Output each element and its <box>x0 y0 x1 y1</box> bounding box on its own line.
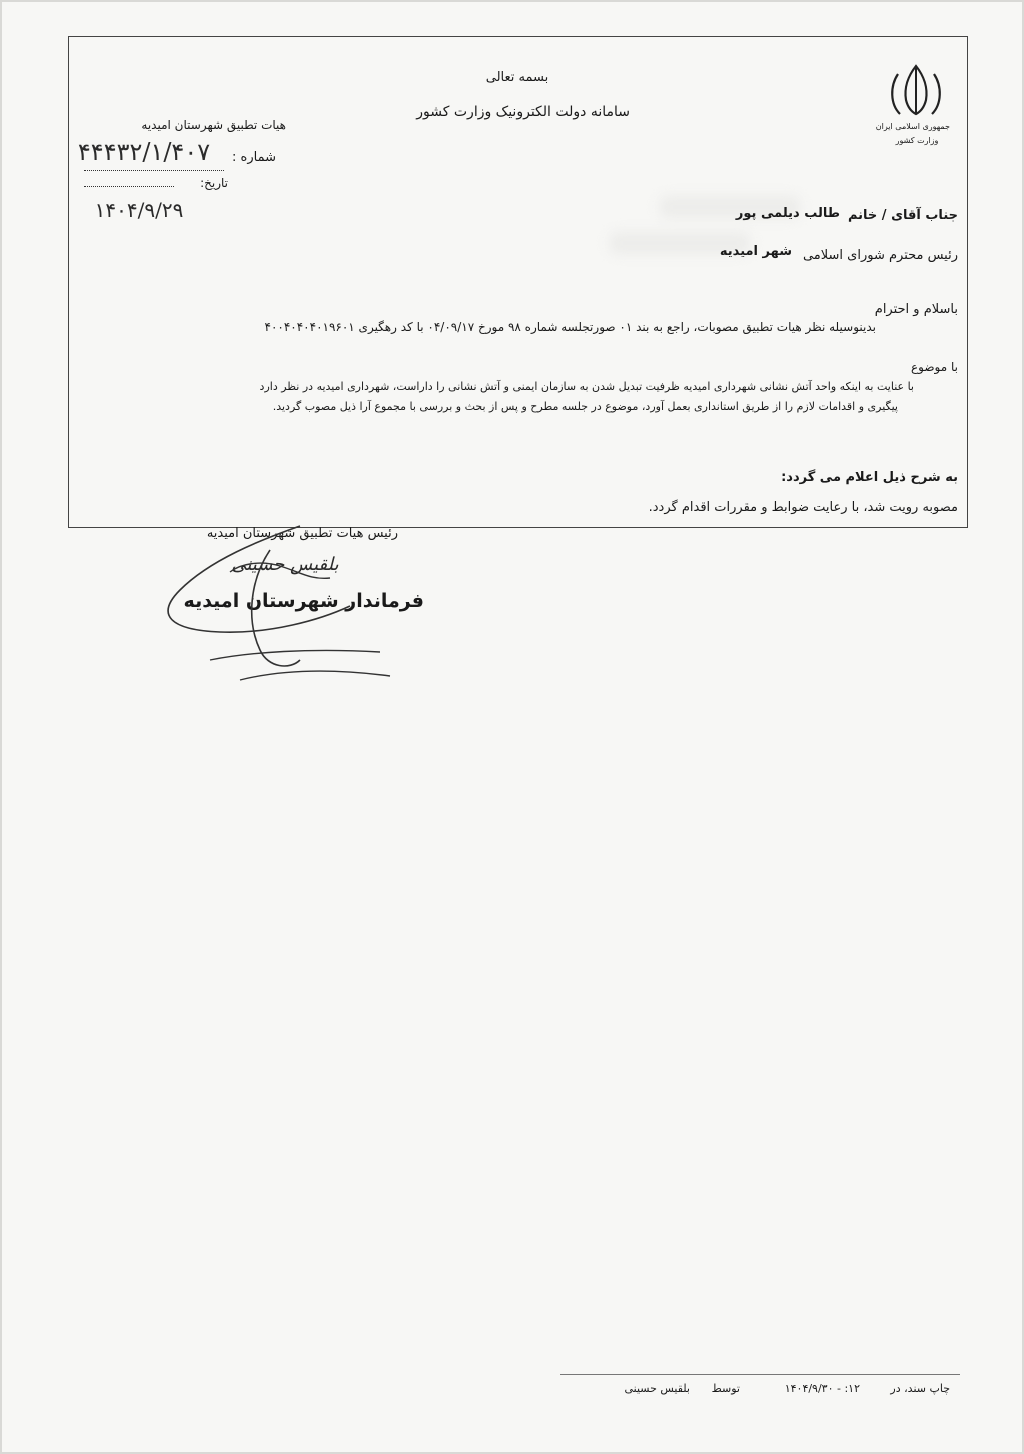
print-label: چاپ سند، در <box>890 1382 950 1395</box>
printed-by: بلقیس حسینی <box>624 1382 690 1395</box>
number-label: شماره : <box>232 150 276 165</box>
print-time: ۱۲: - ۱۴۰۴/۹/۳۰ <box>784 1382 860 1395</box>
by-label: توسط <box>711 1382 740 1395</box>
signature-role: رئیس هیات تطبیق شهرستان امیدیه <box>206 526 398 541</box>
subject-line-1: با عنایت به اینکه واحد آتش نشانی شهرداری امیدیه ظرفیت تبدیل شدن به سازمان ایمنی و آتش نشانی را داراست، شهرداری امیدیه در نظر دارد <box>259 380 914 393</box>
system-title: سامانه دولت الکترونیک وزارت کشور <box>416 104 630 120</box>
date-value: ۱۴۰۴/۹/۲۹ <box>94 198 184 222</box>
decision-text: مصوبه رویت شد، با رعایت ضوابط و مقررات اقدام گردد. <box>648 500 958 515</box>
basmala: بسمه تعالی <box>485 70 549 85</box>
greeting: باسلام و احترام <box>874 302 958 317</box>
recipient-title-prefix: رئیس محترم شورای اسلامی <box>802 248 958 263</box>
date-dotline <box>84 186 174 187</box>
recipient-name: طالب دیلمی پور <box>735 206 840 221</box>
intro-text: بدینوسیله نظر هیات تطبیق مصوبات، راجع به بند ۰۱ صورتجلسه شماره ۹۸ مورخ ۰۴/۰۹/۱۷ با کد رهگیری ۴۰۰۴۰۴۰۴۰۱۹۶۰۱ <box>264 320 876 334</box>
emblem-caption-1: جمهوری اسلامی ایران <box>875 122 950 131</box>
footer-rule <box>560 1374 960 1375</box>
number-dotline <box>84 170 224 171</box>
governor-stamp: فرماندار شهرستان امیدیه <box>183 590 424 612</box>
number-value: ۴۴۴۳۲/۱/۴۰۷ <box>77 138 211 166</box>
signature-scribble-icon <box>150 520 430 690</box>
salutation-prefix: جناب آقای / خانم <box>847 208 958 223</box>
date-label: تاریخ: <box>200 176 228 190</box>
subject-line-2: پیگیری و اقدامات لازم را از طریق استانداری بعمل آورد، موضوع در جلسه مطرح و پس از بحث و بررسی با مجموع آرا ذیل مصوب گردید. <box>272 400 898 413</box>
emblem-caption-2: وزارت کشور <box>895 136 939 145</box>
board-name: هیات تطبیق شهرستان امیدیه <box>141 118 286 132</box>
subject-label: با موضوع <box>911 360 958 374</box>
recipient-city: شهر امیدیه <box>719 244 792 259</box>
signer-name: بلقیس حسینی <box>231 554 339 575</box>
announce-line: به شرح ذیل اعلام می گردد: <box>781 470 958 485</box>
